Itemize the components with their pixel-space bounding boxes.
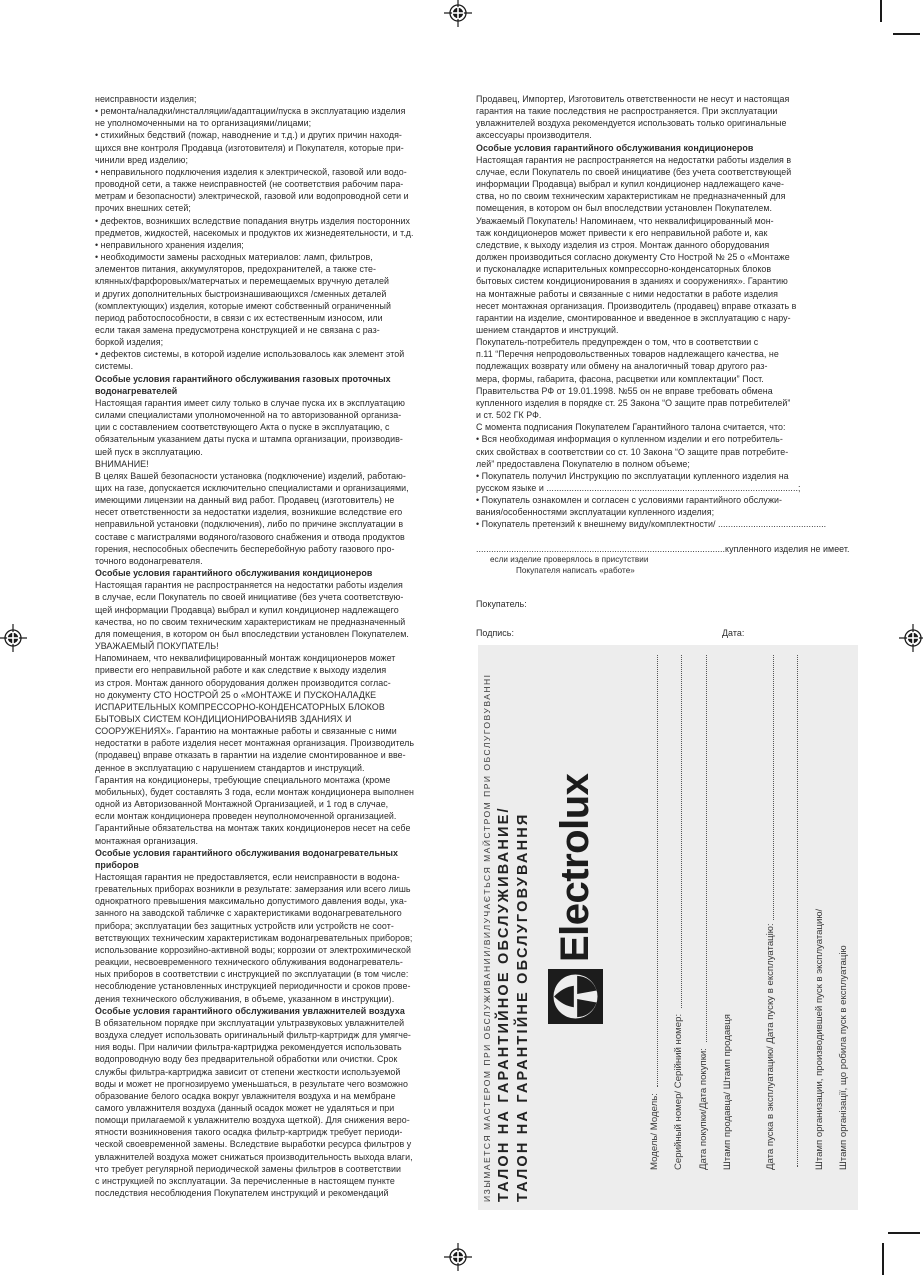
dotted-fill-line (773, 655, 774, 920)
text-line: • Покупатель ознакомлен и согласен с условиями гарантийного обслужи- (476, 495, 782, 506)
coupon-field-label: Штамп організації, що робила пуск в експлуатацію (838, 945, 849, 1170)
text-line: несет монтажная организация. Производитель (продавец) вправе отказать в (476, 300, 797, 311)
text-line: воды и может не прогнозируемо уменьшаться, в результате чего возможно (95, 1078, 408, 1089)
text-line: монтажная организация. (95, 835, 199, 846)
text-line: денное в эксплуатацию с нарушением стандартов и инструкций. (95, 762, 365, 773)
text-line: ВНИМАНИЕ! (95, 458, 149, 469)
text-line: однократного превышения максимально допустимого давления воды, ука- (95, 896, 407, 907)
text-line: неисправности изделия; (95, 94, 197, 104)
text-line: Уважаемый Покупатель! Напоминаем, что неквалифицированный мон- (476, 215, 774, 226)
text-line: вания/особенностями эксплуатации купленного изделия; (476, 507, 715, 518)
text-line: элементов питания, аккумуляторов, предохранителей, а также сте- (95, 264, 376, 275)
coupon-field-row (661, 655, 686, 1170)
dotted-fill-line (681, 655, 682, 1008)
coupon-field-label: Модель/ Модель: (648, 1090, 660, 1170)
text-line: для помещения, в котором он был впоследствии установлен Покупателем. (95, 628, 409, 639)
warranty-coupon-box (478, 645, 858, 1210)
text-line: одной из Авторизованной Монтажной Организацией, и 1 год в случае, (95, 799, 389, 810)
trim-mark (893, 33, 920, 35)
text-line: В обязательном порядке при эксплуатации ультразвуковых увлажнителей (95, 1017, 405, 1028)
text-line: Особые условия гарантийного обслуживания водонагревательных (95, 847, 399, 858)
text-line: если такая замена предусмотрена конструкцией и не связана с раз- (95, 324, 380, 335)
text-line: помещения, в котором он был впоследствии установлен Покупателем. (476, 203, 773, 214)
text-line: боркой изделия; (95, 337, 164, 348)
text-line: увлажнителей воздуха рекомендуется использовать только оригинальные (476, 118, 787, 129)
text-line: щих на газе, допускается исключительно специалистами и организациями, (95, 483, 409, 493)
text-line: должен производиться согласно документу Сто Нострой № 25 о «Монтаже (476, 252, 790, 263)
signature-label: Подпись: (476, 628, 514, 639)
text-line: помощи прилагаемой к увлажнителю воздуха щеткой). Для снижения веро- (95, 1115, 410, 1126)
text-line: Настоящая гарантия не распространяется на недостатки работы изделия в (476, 154, 792, 165)
right-column-text (476, 93, 858, 576)
text-line: Особые условия гарантийного обслуживания газовых проточных (95, 373, 391, 384)
registration-mark-icon (444, 0, 472, 27)
text-line: качества, но по своим техническим характеристикам не предназначенный (95, 616, 406, 627)
text-line: на монтажные работы и связанные с ними недостатки в работе изделия (476, 288, 778, 299)
text-line: бытовых систем кондиционирования в зданиях и сооружениях». Гарантию (476, 276, 788, 287)
text-line: • Покупатель претензий к внешнему виду/комплектности/ ........................................... (476, 519, 827, 530)
dotted-fill-line (797, 655, 798, 1167)
text-line: службы фильтра-картриджа зависит от степени жесткости используемой (95, 1066, 401, 1077)
text-line: и других дополнительных быстроизнашивающихся /сменных деталей (95, 288, 387, 299)
coupon-title-ua: ТАЛОН НА ГАРАНТІЙНЕ ОБСЛУГОВУВАННЯ (515, 812, 531, 1202)
coupon-field-label: Серийный номер/ Серійний номер: (673, 1011, 684, 1170)
coupon-title-ru: ТАЛОН НА ГАРАНТИЙНОЕ ОБСЛУЖИВАНИЕ/ (496, 806, 512, 1202)
text-line: прибора; эксплуатации без защитных устройств или устройств не соот- (95, 920, 394, 931)
electrolux-symbol-icon (548, 969, 603, 1024)
text-line: занного на заводской табличке с характеристиками водонагревательного (95, 908, 402, 919)
text-line: щихся вне контроля Продавца (изготовителя) и Покупателя, которые при- (95, 142, 404, 153)
text-line: ных приборов в соответствии с инструкцией по эксплуатации (в том числе: (95, 969, 409, 980)
text-line: обязательным указанием даты пуска и штампа организации, производив- (95, 434, 403, 445)
text-line: • необходимости замены расходных материалов: ламп, фильтров, (95, 252, 373, 263)
text-line: если монтаж кондиционера проведен неуполномоченной организацией. (95, 811, 397, 822)
text-line: • ремонта/наладки/инсталляции/адаптации/пуска в эксплуатацию изделия (95, 106, 406, 117)
coupon-fields (636, 655, 850, 1170)
text-line: с инструкцией по эксплуатации. За перечисленные в настоящем пункте (95, 1175, 395, 1186)
text-line: (продавец) вправе отказать в гарантии на изделие смонтированное и вве- (95, 750, 406, 761)
dotted-fill-line (706, 655, 707, 1042)
text-line: из строя. Монтаж данного оборудования должен производится соглас- (95, 677, 391, 688)
text-line: несоблюдение установленных инструкцией периодичности и сроков прове- (95, 981, 411, 992)
text-line: УВАЖАЕМЫЙ ПОКУПАТЕЛЬ! (95, 641, 219, 652)
text-line: информации Продавца) выбрал и купил кондиционер надлежащего каче- (476, 179, 785, 190)
coupon-field-label: Штамп продавца/ Штамп продавця (722, 1014, 733, 1170)
text-line: гарантии на изделие, смонтированное и введенное в эксплуатацию с нару- (476, 312, 791, 323)
text-line: русском языке и ....................................................................................................; (476, 483, 801, 493)
text-line: мобильных), будет составлять 3 года, если монтаж кондиционера выполнен (95, 786, 414, 797)
text-line: проводной сети, а также неисправностей (не соответствия рабочим пара- (95, 179, 404, 190)
coupon-field-row (636, 655, 661, 1170)
text-line: и ст. 502 ГК РФ. (476, 410, 542, 421)
coupon-field-row (777, 655, 802, 1170)
text-line: дения технического обслуживания, в объеме, указанном в инструкции). (95, 993, 395, 1004)
text-line: лей” предоставлена Покупателю в полном объеме; (476, 458, 690, 469)
text-line: гарантия на такие последствия не распространяется. При эксплуатации (476, 106, 778, 117)
text-line: Продавец, Импортер, Изготовитель ответственности не несут и настоящая (476, 94, 790, 104)
buyer-label: Покупатель: (476, 599, 527, 610)
signature-row (476, 627, 858, 639)
text-line: воздуха следует использовать оригинальный фильтр-картридж для умягче- (95, 1030, 411, 1041)
text-line: водопроводную воду без предварительной обработки или очистки. Срок (95, 1054, 398, 1065)
electrolux-logo (548, 774, 603, 1024)
text-line: использование коррозийно-активной воды; коррозии от электрохимической (95, 944, 412, 955)
text-line: что требует регулярной периодической замены фильтров в соответствии (95, 1163, 402, 1174)
text-line: приборов (95, 859, 139, 870)
text-line: прочих внешних сетей; (95, 203, 191, 214)
text-line: реакции, несвоевременного технического облуживания водонагреватель- (95, 957, 403, 968)
text-line: составе с магистралями водяного/газового снабжения и отвода продуктов (95, 531, 405, 542)
text-line: щей информации Продавца) выбрал и купил кондиционер надлежащего (95, 604, 399, 615)
text-line: несет ответственности за недостатки изделия, возникшие вследствие его (95, 507, 403, 518)
text-line: точного водонагревателя. (95, 555, 203, 566)
text-line: предметов, жидкостей, насекомых и продуктов их жизнедеятельности, и т.д. (95, 227, 414, 238)
text-line: метрам и безопасности) электрической, газовой или водопроводной сети и (95, 191, 409, 202)
text-line: • стихийных бедствий (пожар, наводнение и т.д.) и других причин находя- (95, 130, 402, 141)
text-line: п.11 “Перечня непродовольственных товаров надлежащего качества, не (476, 349, 779, 360)
text-line: Особые условия гарантийного обслуживания увлажнителей воздуха (95, 1005, 405, 1016)
text-line: таж кондиционеров может привести к его неправильной работе и, как (476, 227, 768, 238)
text-line: клянных/фарфоровых/матерчатых и перемещаемых вручную деталей (95, 276, 390, 287)
coupon-field-label: Штамп организации, производившей пуск в эксплуатацию/ (813, 908, 825, 1170)
text-line: не уполномоченными на то организациями/лицами; (95, 118, 312, 129)
coupon-field-label: Дата пуска в эксплуатацию/ Дата пуску в експлуатацію: (764, 923, 776, 1170)
text-line: СООРУЖЕНИЯХ». Гарантию на монтажные работы и связанные с ними (95, 726, 397, 737)
text-line: последствия несоблюдения Покупателем инструкций и рекомендаций (95, 1188, 389, 1199)
text-line: Настоящая гарантия не распространяется на недостатки работы изделия (95, 580, 403, 591)
text-line: увлажнителей воздуха может снижаться производительность выхода влаги, (95, 1151, 413, 1162)
text-line: Напоминаем, что неквалифицированный монтаж кондиционеров может (95, 653, 396, 664)
text-line: случае, если Покупатель по своей инициативе (без учета соответствующей (476, 166, 792, 177)
text-line: ятности возникновения такого осадка фильтр-картридж требует периоди- (95, 1127, 403, 1138)
text-line: мера, формы, габарита, фасона, расцветки или комплектации” Пост. (476, 373, 764, 384)
text-line: С момента подписания Покупателем Гарантийного талона считается, что: (476, 422, 786, 433)
text-line: • неправильного хранения изделия; (95, 239, 244, 250)
text-line: Настоящая гарантия имеет силу только в случае пуска их в эксплуатацию (95, 397, 405, 408)
coupon-field-row (685, 655, 710, 1170)
text-line: шением стандартов и инструкций. (476, 324, 619, 335)
text-line: гревательных приборах возникли в результате: замерзания или всего лишь (95, 884, 411, 895)
warranty-coupon-rotated-content (478, 645, 858, 1210)
coupon-field-row (801, 655, 826, 1170)
text-line: • дефектов системы, в которой изделие использовалось как элемент этой (95, 349, 405, 360)
text-line: следствие, к выходу изделия из строя. Монтаж данного оборудования (476, 239, 770, 250)
coupon-field-row (710, 655, 735, 1170)
text-line: • неправильного подключения изделия к электрической, газовой или водо- (95, 166, 407, 177)
text-line: системы. (95, 361, 134, 372)
text-line: образование белого осадка вокруг увлажнителя воздуха и на мембране (95, 1090, 396, 1101)
text-line: ческой своевременной замены. Вследствие выработки ресурса фильтров у (95, 1139, 412, 1150)
text-line: Особые условия гарантийного обслуживания кондиционеров (476, 142, 754, 153)
text-line: В целях Вашей безопасности установка (подключение) изделий, работаю- (95, 470, 406, 481)
right-text-column (476, 93, 858, 639)
left-text-column (95, 93, 467, 1199)
trim-mark (882, 1243, 884, 1275)
date-label: Дата: (722, 628, 745, 639)
text-line: если изделие проверялось в присутствии (490, 554, 649, 564)
registration-mark-icon (899, 624, 923, 652)
text-line: • Вся необходимая информация о купленном изделии и его потребитель- (476, 434, 783, 445)
text-line: ИСПАРИТЕЛЬНЫХ КОМПРЕССОРНО-КОНДЕНСАТОРНЫХ БЛОКОВ (95, 701, 385, 712)
text-line: неправильной установки (подключения), либо по причине эксплуатации в (95, 519, 404, 530)
text-line: • Покупатель получил Инструкцию по эксплуатации купленного изделия на (476, 470, 789, 481)
registration-mark-icon (444, 1243, 472, 1271)
text-line: Гарантия на кондиционеры, требующие специального монтажа (кроме (95, 774, 391, 785)
text-line: Покупателя написать «работе» (516, 565, 635, 575)
text-line: силами специалистами уполномоченной на то авторизованной организа- (95, 410, 402, 421)
text-line: Покупатель-потребитель предупрежден о том, что в соответствии с (476, 337, 759, 348)
text-line: ния воды. При наличии фильтра-картриджа рекомендуется использовать (95, 1042, 402, 1053)
text-line: период работоспособности, в связи с их естественным износом, или (95, 312, 383, 323)
text-line: но документу СТО НОСТРОЙ 25 о «МОНТАЖЕ И ПУСКОНАЛАДКЕ (95, 689, 377, 700)
text-line: Особые условия гарантийного обслуживания кондиционеров (95, 568, 373, 579)
text-line: Настоящая гарантия не предоставляется, если неисправности в водона- (95, 872, 400, 882)
electrolux-wordmark: Electrolux (553, 773, 597, 962)
text-line: водонагревателей (95, 385, 178, 396)
text-line: имеющими лицензии на данный вид работ. Продавец (изготовитель) не (95, 495, 395, 506)
text-line: недостатки в работе изделия несет монтажная организация. Производитель (95, 738, 415, 749)
text-line: самого увлажнителя воздуха (данный осадок может не удаляться и при (95, 1102, 395, 1113)
text-line: привести его неправильной работе и как следствие к выходу изделия (95, 665, 387, 676)
coupon-field-row (752, 655, 777, 1170)
text-line: шей пуск в эксплуатацию. (95, 446, 203, 457)
text-line (476, 531, 858, 543)
text-line: подлежащих возврату или обмену на аналогичный товар другого раз- (476, 361, 768, 372)
trim-mark (888, 1232, 920, 1234)
text-line: купленного изделия в порядке ст. 25 Закона “О защите прав потребителей” (476, 397, 791, 408)
text-line: • дефектов, возникших вследствие попадания внутрь изделия посторонних (95, 215, 410, 226)
text-line: в случае, если Покупатель по своей инициативе (без учета соответствую- (95, 592, 404, 603)
coupon-field-label: Дата покупки/Дата покупки: (697, 1045, 709, 1170)
text-line: ветствующих техническим характеристикам водонагревательных приборов; (95, 932, 413, 943)
coupon-removal-note: ИЗЫМАЕТСЯ МАСТЕРОМ ПРИ ОБСЛУЖИВАНИИ/ВИЛУЧАЄТЬСЯ МАЙСТРОМ ПРИ ОБСЛУГОВУВАННІ (482, 673, 492, 1202)
text-line: БЫТОВЫХ СИСТЕМ КОНДИЦИОНИРОВАНИЯВ ЗДАНИЯХ И (95, 713, 352, 724)
text-line: ции с составлением соответствующего Акта о пуске в эксплуатацию, с (95, 422, 390, 433)
trim-mark (880, 0, 882, 22)
text-line: горения, неспособных обеспечить бесперебойную работу газового про- (95, 543, 395, 554)
text-line: чинили вред изделию; (95, 154, 188, 165)
dotted-fill-line (657, 655, 658, 1087)
text-line: ства, но по своим техническим характеристикам не предназначенный для (476, 191, 786, 202)
text-line: аксессуары производителя. (476, 130, 592, 141)
text-line: Правительства РФ от 19.01.1998. №55 он не вправе требовать обмена (476, 385, 773, 396)
text-line: Гарантийные обязательства на монтаж таких кондиционеров несет на себе (95, 823, 411, 834)
registration-mark-icon (0, 624, 27, 652)
text-line: и пусконаладке испарительных компрессорно-конденсаторных блоков (476, 264, 772, 275)
text-line: ...................................................................................................купленного изделия не имеет. (476, 543, 850, 554)
coupon-field-row (826, 655, 851, 1170)
text-line: (комплектующих) изделия, которые имеют собственный ограниченный (95, 300, 391, 311)
text-line: ских свойствах в соответствии со ст. 10 Закона “О защите прав потребите- (476, 446, 789, 457)
